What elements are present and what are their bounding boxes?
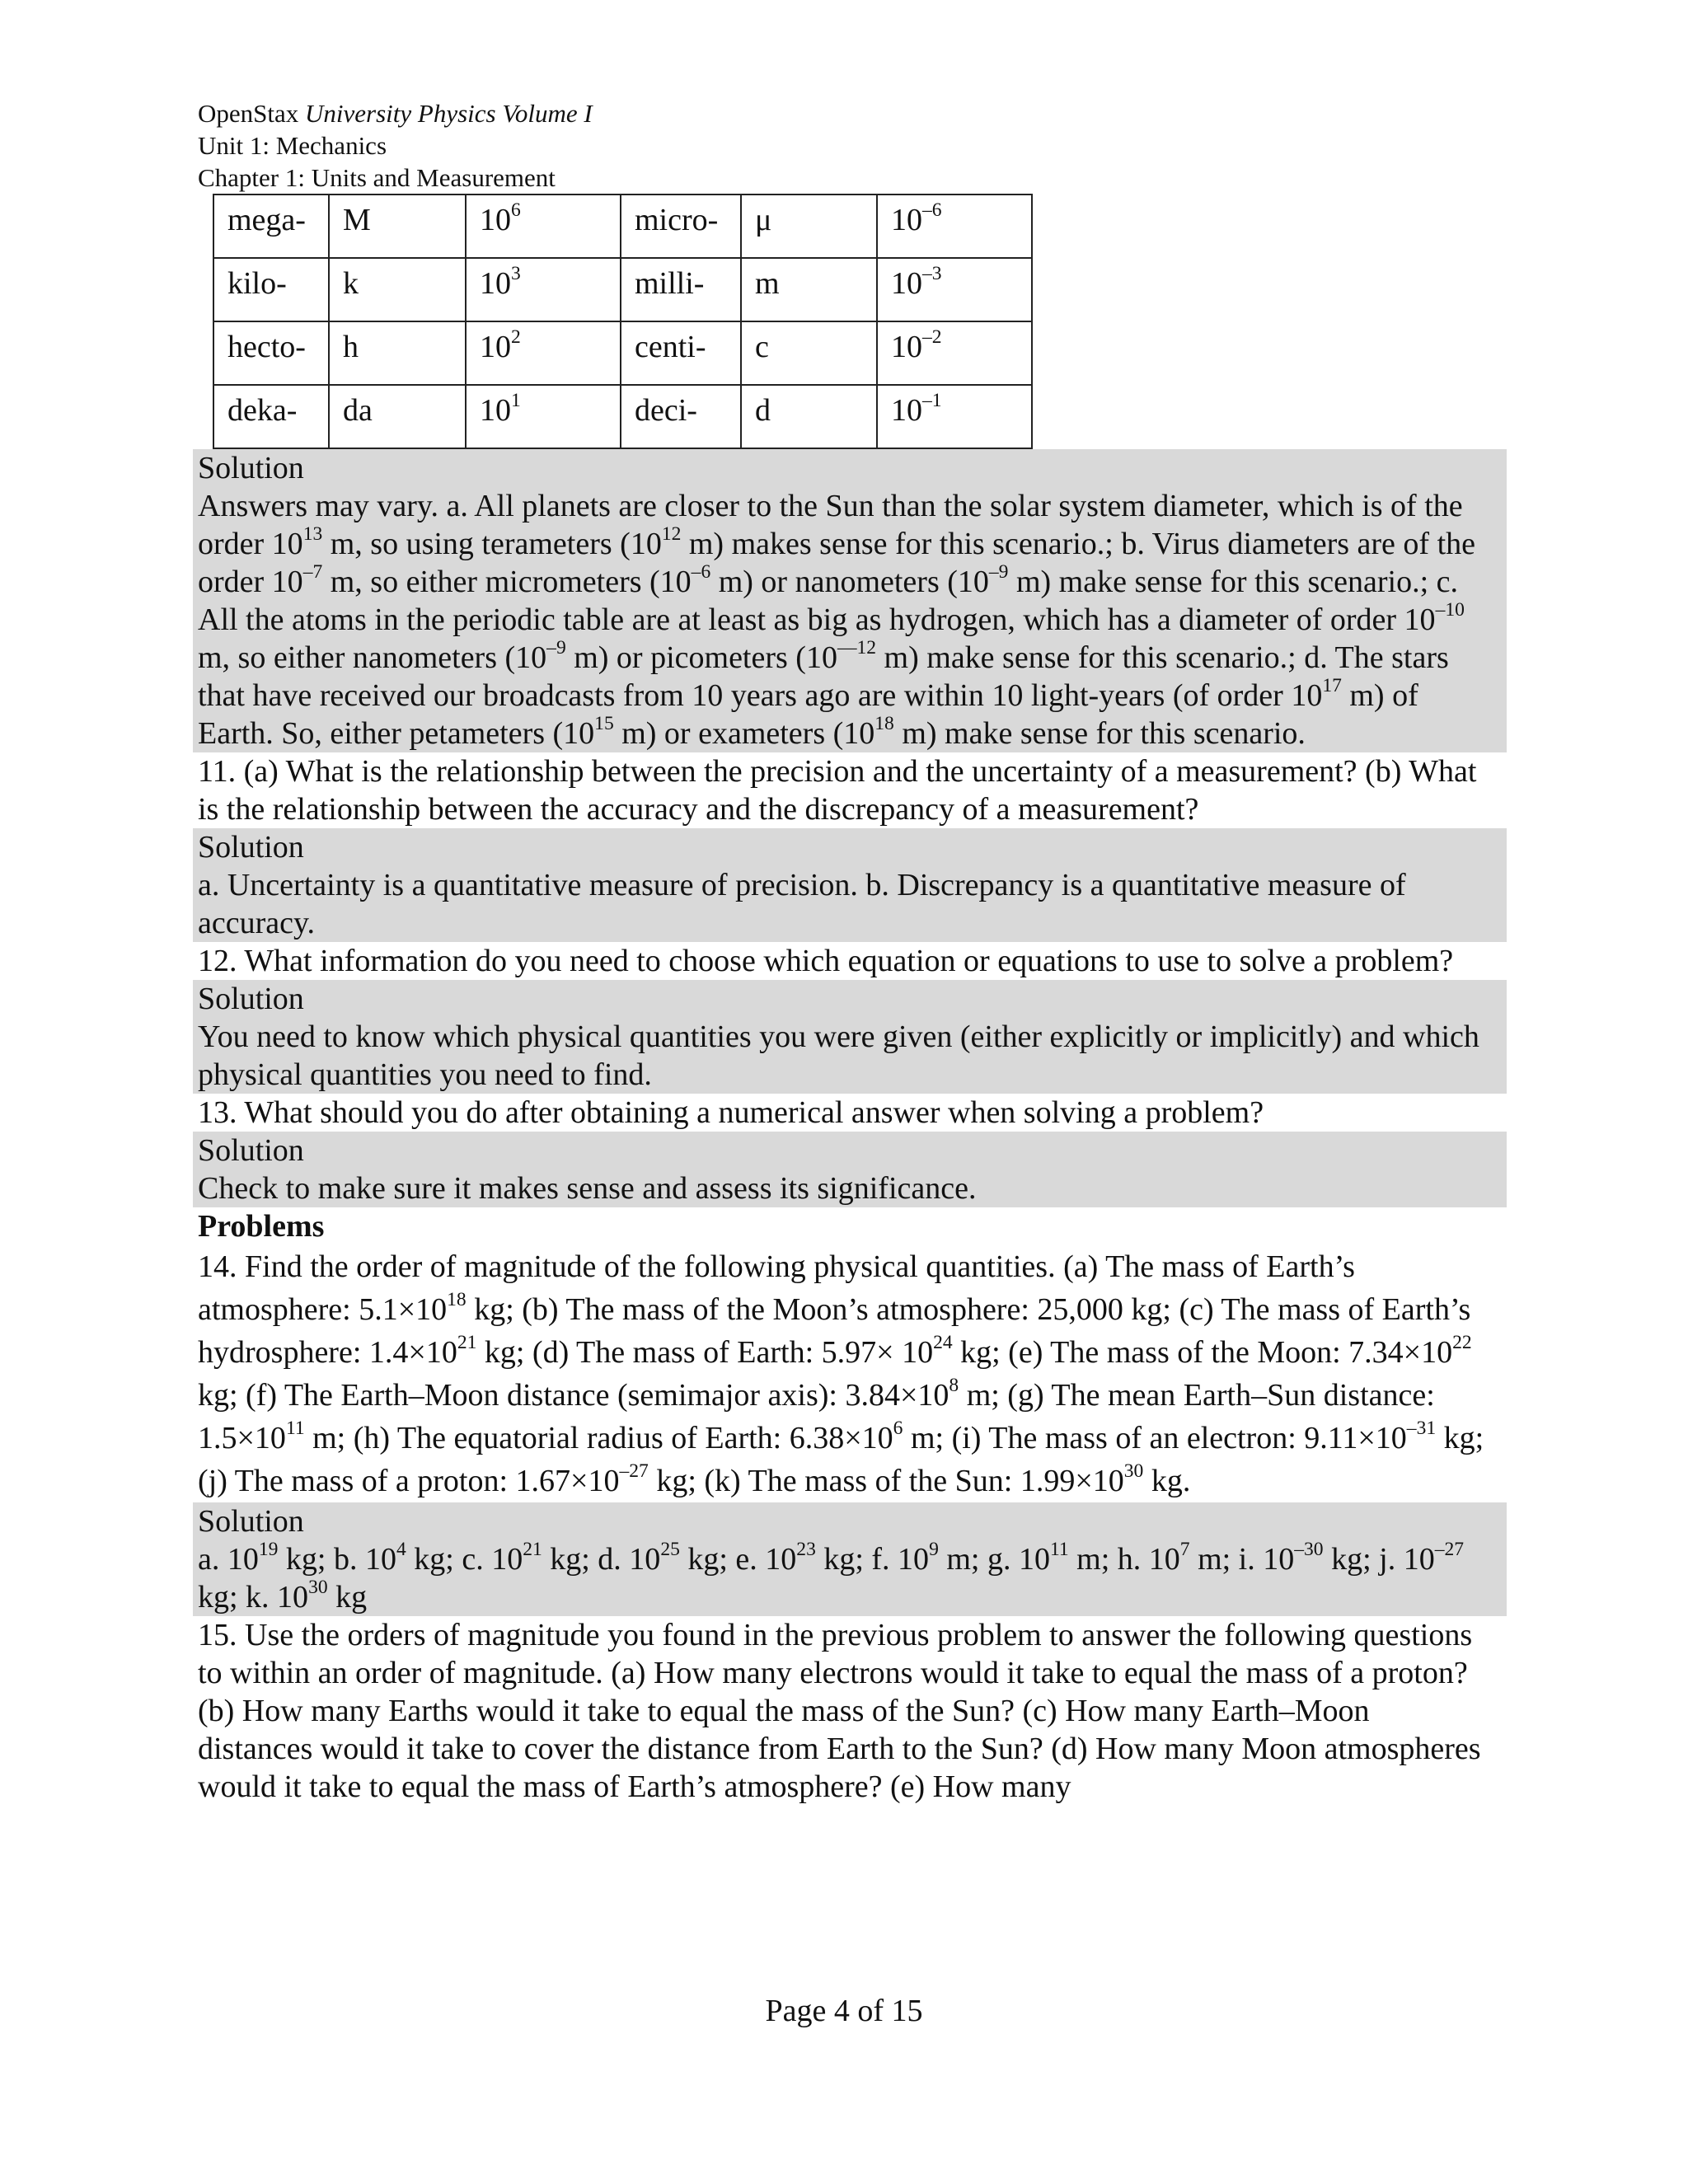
header-line-3: Chapter 1: Units and Measurement xyxy=(198,163,556,192)
prefix-name-cell: mega- xyxy=(213,194,329,258)
solution-12 xyxy=(193,980,1507,1094)
table-row xyxy=(213,321,1032,385)
solution-14 xyxy=(193,1502,1507,1616)
prefix-value-cell: $10^{-2}$ xyxy=(877,321,1032,385)
solution-text: a. $10^{19}$ kg; b. $10^4$ kg; c. $10^{21}$ kg; d. $10^{25}$ kg; e. $10^{23}$ kg; f. $10^9$ m; g. $10^{11}$ m; h. $10^7$ m; i. $10^{-30}$ kg; j. $10^{-27}$ kg; k. $10^{30}$ kg xyxy=(198,1538,1465,1615)
prefix-symbol-cell: μ xyxy=(741,194,877,258)
document-page xyxy=(198,97,1492,1806)
prefix-symbol-cell: h xyxy=(329,321,466,385)
header-line-1: OpenStax University Physics Volume I xyxy=(198,99,593,128)
table-row xyxy=(213,258,1032,321)
solution-13 xyxy=(193,1132,1507,1207)
prefix-name-cell: deka- xyxy=(213,385,329,448)
prefix-name-cell: hecto- xyxy=(213,321,329,385)
prefix-value-cell: $10^{-6}$ xyxy=(877,194,1032,258)
question-12: 12. What information do you need to choose which equation or equations to use to solve a problem? xyxy=(198,944,1454,978)
prefix-value-cell: $10^1$ xyxy=(466,385,621,448)
solution-label: Solution xyxy=(198,1504,304,1539)
question-14: 14. Find the order of magnitude of the following physical quantities. (a) The mass of Earth’s atmosphere: $5.1\times 10^{18}$ kg; (b) The mass of the Moon’s atmosphere: 25,000 kg; (c) The mass of Earth’s hydrosphere: $1.4\times 10^{21}$ kg; (d) The mass of Earth: $5.97\times 10^{24}$ kg; (e) The mass of the Moon: $7.34\times 10^{22}$ kg; (f) The Earth–Moon distance (semimajor axis): $3.84\times 10^8$ m; (g) The mean Earth–Sun distance: $1.5\times 10^{11}$ m; (h) The equatorial radius of Earth: $6.38\times 10^6$ m; (i) The mass of an electron: $9.11\times 10^{-31}$ kg; (j) The mass of a proton: $1.67\times 10^{-27}$ kg; (k) The mass of the Sun: $1.99\times 10^{30}$ kg. xyxy=(198,1249,1484,1498)
header-line-2: Unit 1: Mechanics xyxy=(198,131,387,160)
solution-label: Solution xyxy=(198,982,304,1016)
solution-text: Answers may vary. a. All planets are closer to the Sun than the solar system diameter, which is of the order $10^{13}$ m, so using terameters ($10^{12}$ m) makes sense for this scenario.; b. Virus diameters are of the order $10^{-7}$ m, so either micrometers ($10^{-6}$ m) or nanometers ($10^{-9}$ m) make sense for this scenario.; c. All the atoms in the periodic table are at least as big as hydrogen, which has a diameter of order $10^{-10}$ m, so either nanometers ($10^{-9}$ m) or picometers ($10^{—12}$ m) make sense for this scenario.; d. The stars that have received our broadcasts from 10 years ago are within 10 light-years (of order $10^{17}$ m) of Earth. So, either petameters ($10^{15}$ m) or exameters ($10^{18}$ m) make sense for this scenario. xyxy=(198,489,1475,751)
page-number: Page 4 of 15 xyxy=(765,1994,923,2028)
prefix-name-cell: deci- xyxy=(621,385,741,448)
table-row xyxy=(213,385,1032,448)
prefix-symbol-cell: d xyxy=(741,385,877,448)
solution-11 xyxy=(193,828,1507,942)
prefix-value-cell: $10^2$ xyxy=(466,321,621,385)
prefix-symbol-cell: k xyxy=(329,258,466,321)
prefix-symbol-cell: da xyxy=(329,385,466,448)
prefix-name-cell: kilo- xyxy=(213,258,329,321)
question-13: 13. What should you do after obtaining a numerical answer when solving a problem? xyxy=(198,1095,1264,1130)
prefix-name-cell: milli- xyxy=(621,258,741,321)
prefix-value-cell: $10^3$ xyxy=(466,258,621,321)
solution-text: a. Uncertainty is a quantitative measure of precision. b. Discrepancy is a quantitative measure of accuracy. xyxy=(198,868,1406,940)
prefix-symbol-cell: m xyxy=(741,258,877,321)
solution-text: Check to make sure it makes sense and assess its significance. xyxy=(198,1171,977,1206)
prefix-name-cell: centi- xyxy=(621,321,741,385)
prefix-value-cell: $10^{-3}$ xyxy=(877,258,1032,321)
problems-heading: Problems xyxy=(198,1209,325,1244)
prefix-name-cell: micro- xyxy=(621,194,741,258)
solution-label: Solution xyxy=(198,451,304,485)
table-row xyxy=(213,194,1032,258)
solution-text: You need to know which physical quantities you were given (either explicitly or implicitly) and which physical quantities you need to find. xyxy=(198,1019,1479,1092)
prefix-value-cell: $10^{-1}$ xyxy=(877,385,1032,448)
solution-label: Solution xyxy=(198,1133,304,1168)
question-11: 11. (a) What is the relationship between the precision and the uncertainty of a measurement? (b) What is the relationship between the accuracy and the discrepancy of a measurement? xyxy=(198,754,1477,827)
prefix-symbol-cell: M xyxy=(329,194,466,258)
solution-label: Solution xyxy=(198,830,304,865)
prefix-symbol-cell: c xyxy=(741,321,877,385)
question-15: 15. Use the orders of magnitude you found in the previous problem to answer the following questions to within an order of magnitude. (a) How many electrons would it take to equal the mass of a proton? (b) How many Earths would it take to equal the mass of the Sun? (c) How many Earth–Moon distances would it take to cover the distance from Earth to the Sun? (d) How many Moon atmospheres would it take to equal the mass of Earth’s atmosphere? (e) How many xyxy=(198,1618,1481,1804)
prefix-value-cell: $10^6$ xyxy=(466,194,621,258)
solution-10 xyxy=(193,449,1507,752)
metric-prefix-table xyxy=(213,194,1033,449)
